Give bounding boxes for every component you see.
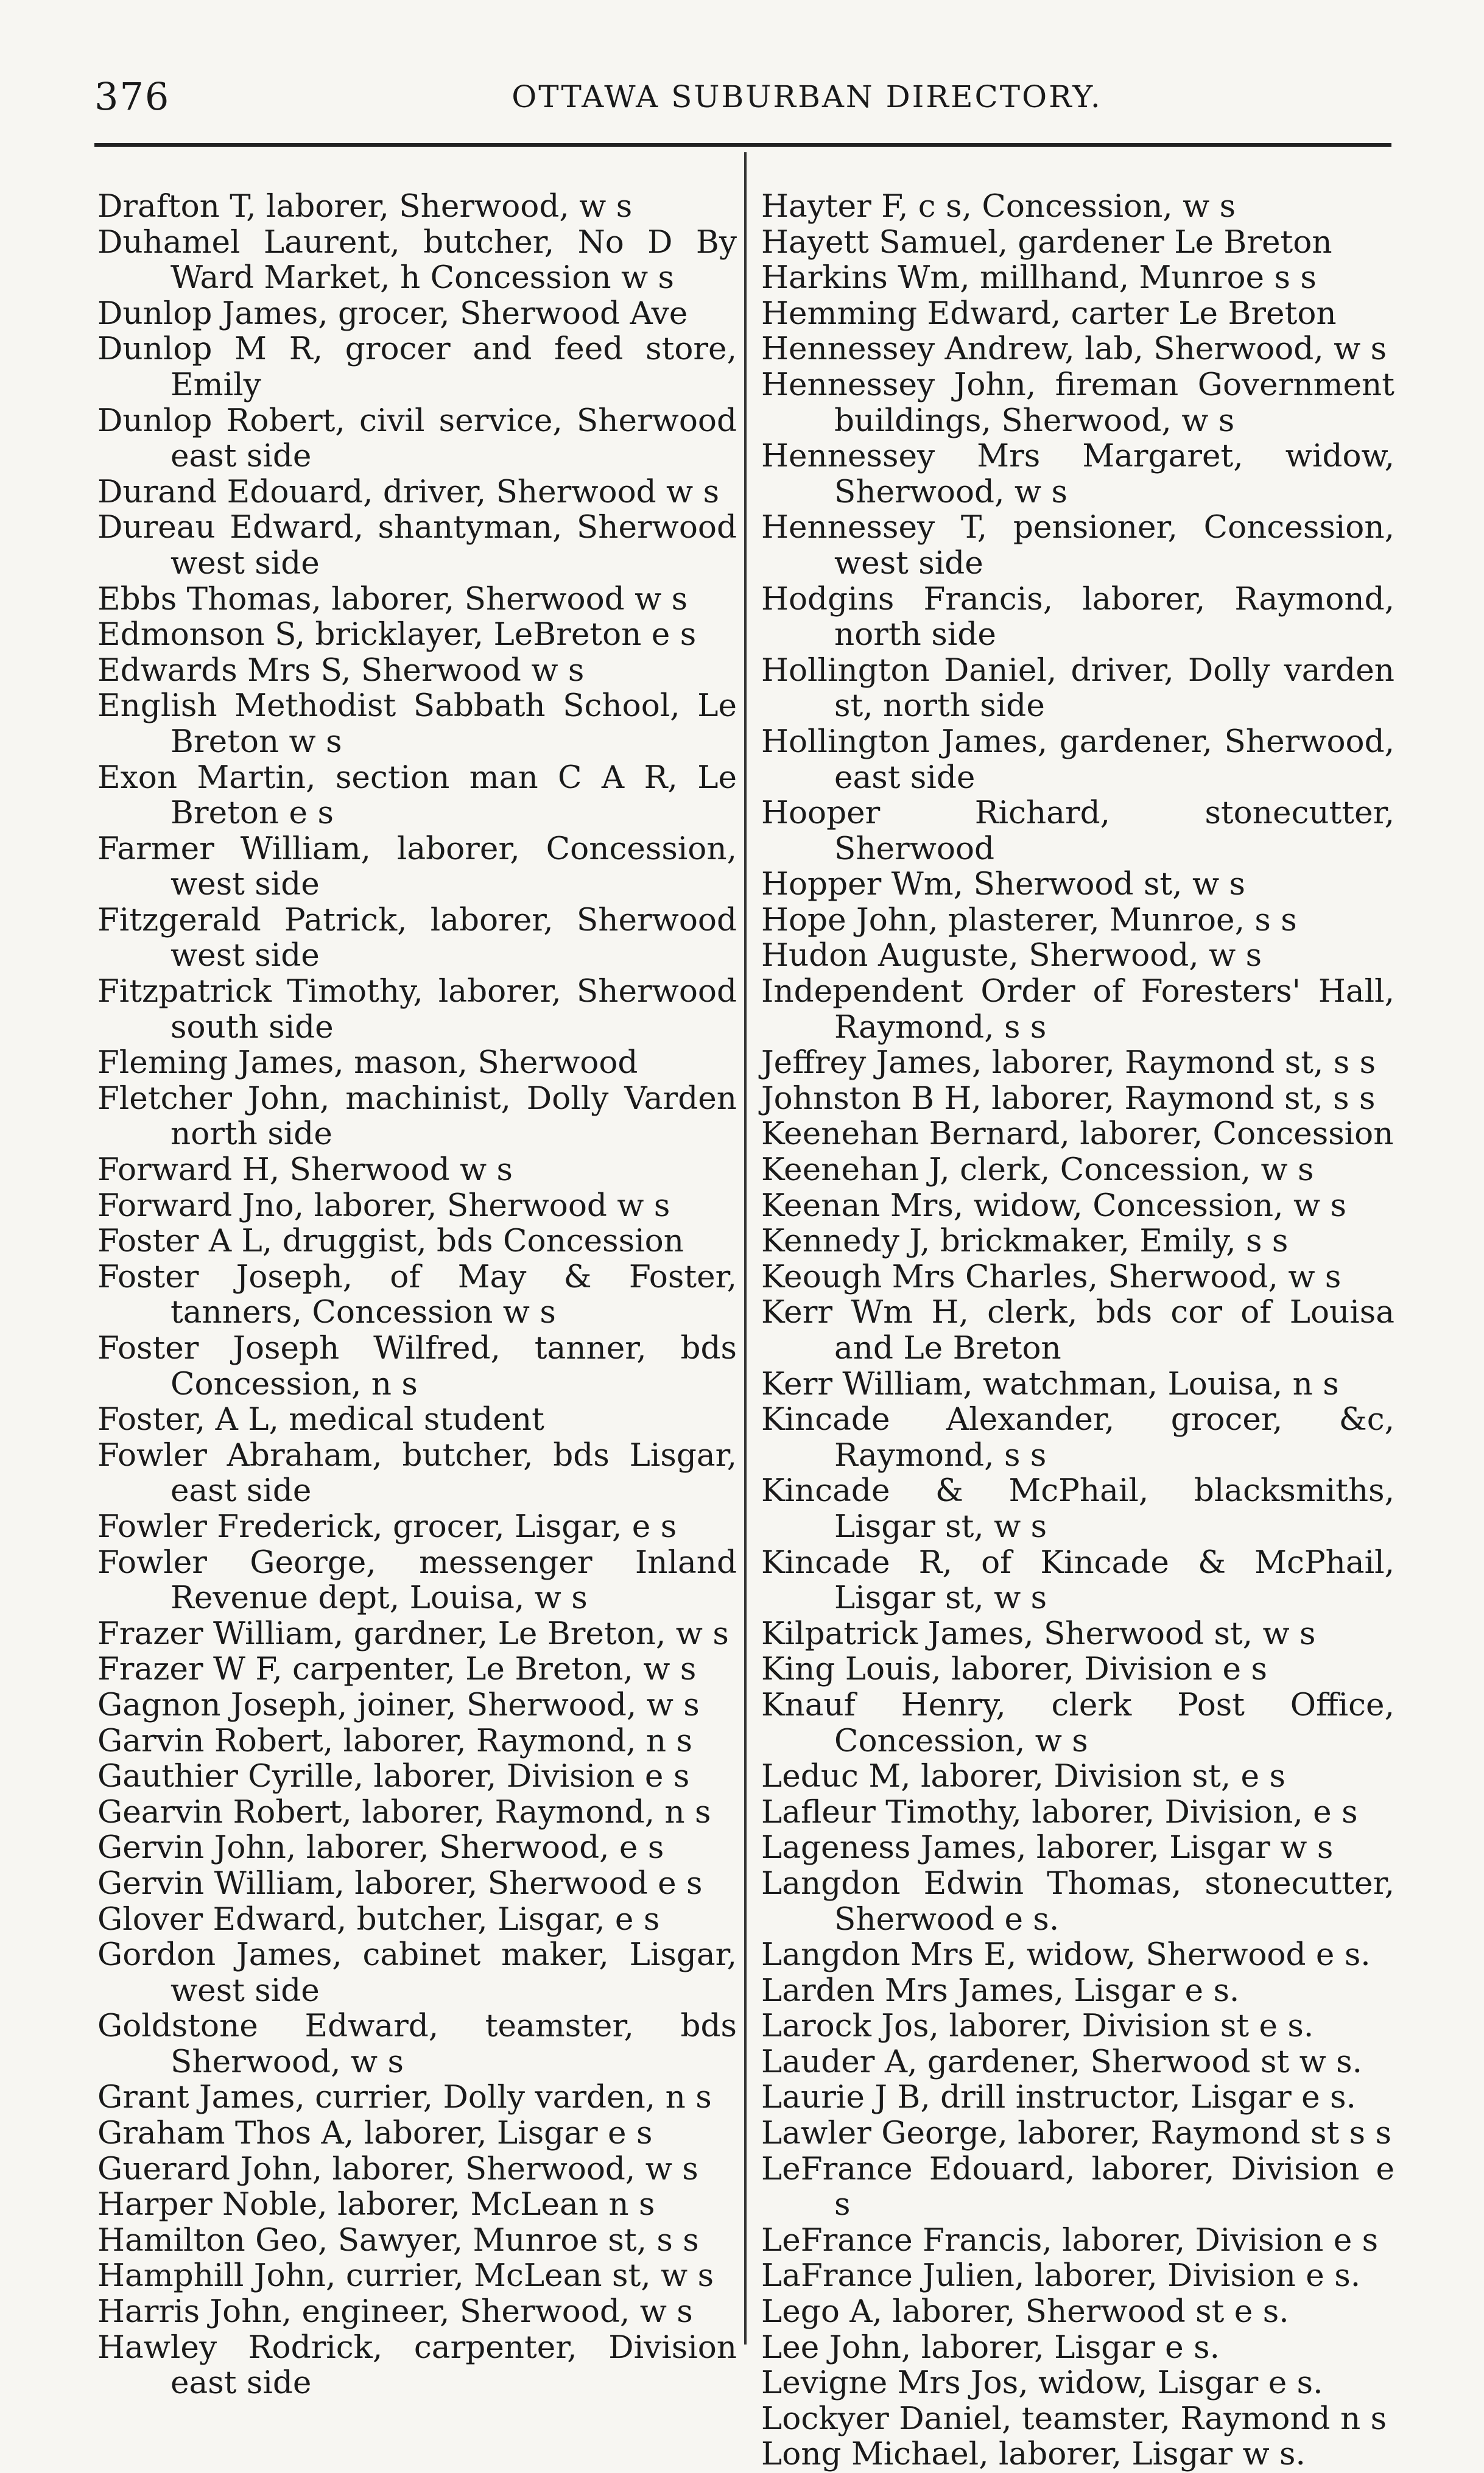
directory-entry: Hope John, plasterer, Munroe, s s: [761, 901, 1297, 938]
directory-entry: Hemming Edward, carter Le Breton: [761, 295, 1337, 332]
directory-entry: Hopper Wm, Sherwood st, w s: [761, 866, 1245, 903]
header-rule: [94, 143, 1391, 147]
directory-entry: Harris John, engineer, Sherwood, w s: [97, 2293, 693, 2331]
directory-entry: Hamphill John, currier, McLean st, w s: [97, 2257, 714, 2295]
directory-entry: Forward H, Sherwood w s: [97, 1152, 513, 1189]
directory-entry: Gervin John, laborer, Sherwood, e s: [97, 1829, 664, 1866]
left-column: [97, 189, 737, 2401]
directory-entry: Kilpatrick James, Sherwood st, w s: [761, 1615, 1316, 1652]
directory-entry: Frazer W F, carpenter, Le Breton, w s: [97, 1651, 697, 1688]
directory-entry: Garvin Robert, laborer, Raymond, n s: [97, 1722, 693, 1759]
directory-entry: Glover Edward, butcher, Lisgar, e s: [97, 1901, 660, 1938]
directory-entry: Fitzgerald Patrick, laborer, Sherwood west side: [97, 901, 737, 974]
directory-entry: Foster Joseph Wilfred, tanner, bds Concession, n s: [97, 1330, 737, 1402]
directory-entry: Keough Mrs Charles, Sherwood, w s: [761, 1258, 1342, 1295]
directory-entry: Lockyer Daniel, teamster, Raymond n s: [761, 2400, 1387, 2437]
directory-entry: Gearvin Robert, laborer, Raymond, n s: [97, 1793, 711, 1831]
directory-entry: Foster, A L, medical student: [97, 1401, 544, 1438]
directory-entry: Fleming James, mason, Sherwood: [97, 1044, 638, 1082]
directory-entry: Kincade & McPhail, blacksmiths, Lisgar st, w s: [761, 1472, 1394, 1545]
directory-entry: Gordon James, cabinet maker, Lisgar, west side: [97, 1937, 737, 2009]
directory-entry: Forward Jno, laborer, Sherwood w s: [97, 1187, 670, 1224]
directory-entry: Kerr Wm H, clerk, bds cor of Louisa and Le Breton: [761, 1294, 1394, 1367]
directory-entry: Harper Noble, laborer, McLean n s: [97, 2186, 655, 2223]
directory-entry: Graham Thos A, laborer, Lisgar e s: [97, 2115, 653, 2152]
directory-entry: King Louis, laborer, Division e s: [761, 1651, 1267, 1688]
directory-entry: Grant James, currier, Dolly varden, n s: [97, 2079, 712, 2116]
directory-entry: Hayett Samuel, gardener Le Breton: [761, 223, 1332, 261]
directory-entry: Hennessey T, pensioner, Concession, west side: [761, 509, 1394, 582]
directory-entry: Hodgins Francis, laborer, Raymond, north side: [761, 580, 1394, 653]
directory-entry: Dunlop M R, grocer and feed store, Emily: [97, 331, 737, 403]
directory-entry: Levigne Mrs Jos, widow, Lisgar e s.: [761, 2365, 1323, 2402]
directory-entry: Durand Edouard, driver, Sherwood w s: [97, 473, 720, 510]
directory-entry: Kennedy J, brickmaker, Emily, s s: [761, 1223, 1289, 1260]
directory-entry: Lawler George, laborer, Raymond st s s: [761, 2115, 1391, 2152]
directory-entry: Gauthier Cyrille, laborer, Division e s: [97, 1758, 690, 1795]
directory-entry: Lageness James, laborer, Lisgar w s: [761, 1829, 1334, 1866]
directory-entry: Fowler Frederick, grocer, Lisgar, e s: [97, 1508, 677, 1545]
directory-entry: Guerard John, laborer, Sherwood, w s: [97, 2150, 698, 2187]
directory-entry: English Methodist Sabbath School, Le Breton w s: [97, 688, 737, 760]
directory-entry: Leduc M, laborer, Division st, e s: [761, 1758, 1285, 1795]
directory-entry: Ebbs Thomas, laborer, Sherwood w s: [97, 580, 688, 617]
directory-entry: Kerr William, watchman, Louisa, n s: [761, 1365, 1339, 1402]
directory-entry: Hayter F, c s, Concession, w s: [761, 188, 1236, 225]
directory-entry: LaFrance Julien, laborer, Division e s.: [761, 2257, 1361, 2295]
directory-entry: Dunlop Robert, civil service, Sherwood east side: [97, 402, 737, 475]
directory-entry: LeFrance Edouard, laborer, Division e s: [761, 2150, 1394, 2223]
directory-entry: Drafton T, laborer, Sherwood, w s: [97, 188, 633, 225]
directory-entry: Lee John, laborer, Lisgar e s.: [761, 2329, 1220, 2366]
directory-entry: Hawley Rodrick, carpenter, Division east side: [97, 2329, 737, 2402]
directory-entry: Langdon Mrs E, widow, Sherwood e s.: [761, 1937, 1371, 1974]
page-header: [94, 74, 1391, 123]
directory-entry: Foster A L, druggist, bds Concession: [97, 1223, 684, 1260]
directory-entry: Lauder A, gardener, Sherwood st w s.: [761, 2043, 1363, 2080]
directory-entry: Hamilton Geo, Sawyer, Munroe st, s s: [97, 2221, 699, 2259]
directory-entry: Duhamel Laurent, butcher, No D By Ward Market, h Concession w s: [97, 223, 737, 297]
running-title: OTTAWA SUBURBAN DIRECTORY.: [512, 79, 1102, 114]
directory-entry: Gagnon Joseph, joiner, Sherwood, w s: [97, 1686, 700, 1723]
directory-entry: Hennessey Andrew, lab, Sherwood, w s: [761, 331, 1387, 368]
directory-entry: Exon Martin, section man C A R, Le Breton e s: [97, 759, 737, 832]
directory-entry: Hooper Richard, stonecutter, Sherwood: [761, 795, 1394, 867]
directory-entry: LeFrance Francis, laborer, Division e s: [761, 2221, 1379, 2259]
directory-entry: Fowler George, messenger Inland Revenue dept, Louisa, w s: [97, 1544, 737, 1617]
directory-entry: Farmer William, laborer, Concession, west side: [97, 830, 737, 903]
directory-entry: Fowler Abraham, butcher, bds Lisgar, east side: [97, 1437, 737, 1510]
column-divider: [744, 152, 747, 2345]
directory-entry: Goldstone Edward, teamster, bds Sherwood, w s: [97, 2008, 737, 2080]
directory-entry: Hollington James, gardener, Sherwood, east side: [761, 723, 1394, 796]
directory-entry: Hennessey Mrs Margaret, widow, Sherwood, w s: [761, 438, 1394, 510]
directory-entry: Frazer William, gardner, Le Breton, w s: [97, 1615, 729, 1652]
directory-entry: Kincade R, of Kincade & McPhail, Lisgar st, w s: [761, 1544, 1394, 1617]
directory-entry: Independent Order of Foresters' Hall, Raymond, s s: [761, 973, 1394, 1046]
directory-entry: Larock Jos, laborer, Division st e s.: [761, 2008, 1314, 2045]
directory-entry: Dureau Edward, shantyman, Sherwood west side: [97, 509, 737, 582]
directory-entry: Fletcher John, machinist, Dolly Varden north side: [97, 1080, 737, 1153]
directory-entry: Johnston B H, laborer, Raymond st, s s: [761, 1080, 1376, 1117]
directory-entry: Lego A, laborer, Sherwood st e s.: [761, 2293, 1289, 2331]
directory-entry: Edwards Mrs S, Sherwood w s: [97, 652, 585, 689]
directory-entry: Kincade Alexander, grocer, &c, Raymond, s s: [761, 1401, 1394, 1474]
directory-entry: Keenan Mrs, widow, Concession, w s: [761, 1187, 1346, 1224]
right-column: [761, 189, 1394, 2472]
directory-entry: Laurie J B, drill instructor, Lisgar e s.: [761, 2079, 1356, 2116]
directory-entry: Foster Joseph, of May & Foster, tanners, Concession w s: [97, 1258, 737, 1331]
directory-entry: Edmonson S, bricklayer, LeBreton e s: [97, 616, 697, 653]
directory-entry: Larden Mrs James, Lisgar e s.: [761, 1972, 1240, 2009]
directory-entry: Harkins Wm, millhand, Munroe s s: [761, 259, 1317, 297]
directory-entry: Jeffrey James, laborer, Raymond st, s s: [761, 1044, 1376, 1082]
directory-entry: Lafleur Timothy, laborer, Division, e s: [761, 1793, 1358, 1831]
directory-entry: Dunlop James, grocer, Sherwood Ave: [97, 295, 688, 332]
directory-entry: Fitzpatrick Timothy, laborer, Sherwood south side: [97, 973, 737, 1046]
directory-entry: Hollington Daniel, driver, Dolly varden st, north side: [761, 652, 1394, 725]
directory-entry: Hennessey John, fireman Government buildings, Sherwood, w s: [761, 366, 1394, 439]
directory-entry: Keenehan J, clerk, Concession, w s: [761, 1152, 1314, 1189]
directory-entry: Hudon Auguste, Sherwood, w s: [761, 937, 1262, 974]
page-number: 376: [94, 74, 171, 119]
directory-entry: Knauf Henry, clerk Post Office, Concession, w s: [761, 1686, 1394, 1759]
directory-entry: Keenehan Bernard, laborer, Concession: [761, 1116, 1394, 1153]
directory-entry: Long Michael, laborer, Lisgar w s.: [761, 2436, 1306, 2473]
directory-entry: Langdon Edwin Thomas, stonecutter, Sherwood e s.: [761, 1865, 1394, 1938]
directory-entry: Gervin William, laborer, Sherwood e s: [97, 1865, 703, 1902]
